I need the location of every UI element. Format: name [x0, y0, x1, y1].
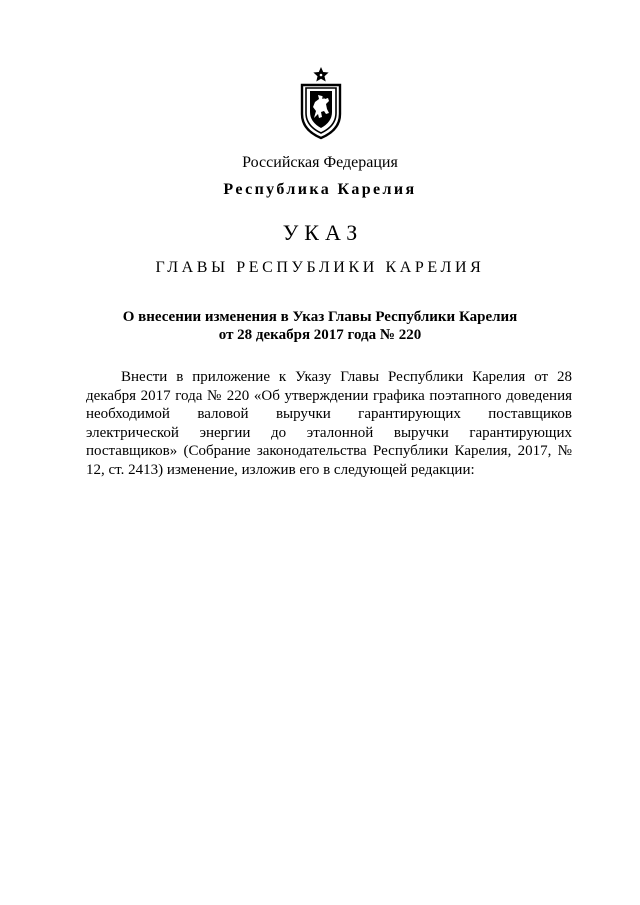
country-name: Российская Федерация [242, 154, 398, 171]
decree-subject-line-2: от 28 декабря 2017 года № 220 [218, 327, 422, 343]
republic-name: Республика Карелия [223, 181, 417, 198]
document-type-title: УКАЗ [282, 220, 364, 245]
decree-body-paragraph: Внести в приложение к Указу Главы Республики Карелия от 28 декабря 2017 года № 220 «Об утверждении графика поэтапного доведения необходимой валовой выручки гарантирующих поставщиков электрической энергии до эталонной выручки гарантирующих поставщиков» (Собрание законодательства Республики Карелия, 2017, № 12, ст. 2413) изменение, изложив его в следующей редакции: [86, 369, 572, 478]
issuer-title: ГЛАВЫ РЕСПУБЛИКИ КАРЕЛИЯ [155, 259, 485, 276]
decree-subject-line-1: О внесении изменения в Указ Главы Республики Карелия [122, 309, 518, 325]
coat-of-arms-icon [296, 66, 346, 140]
